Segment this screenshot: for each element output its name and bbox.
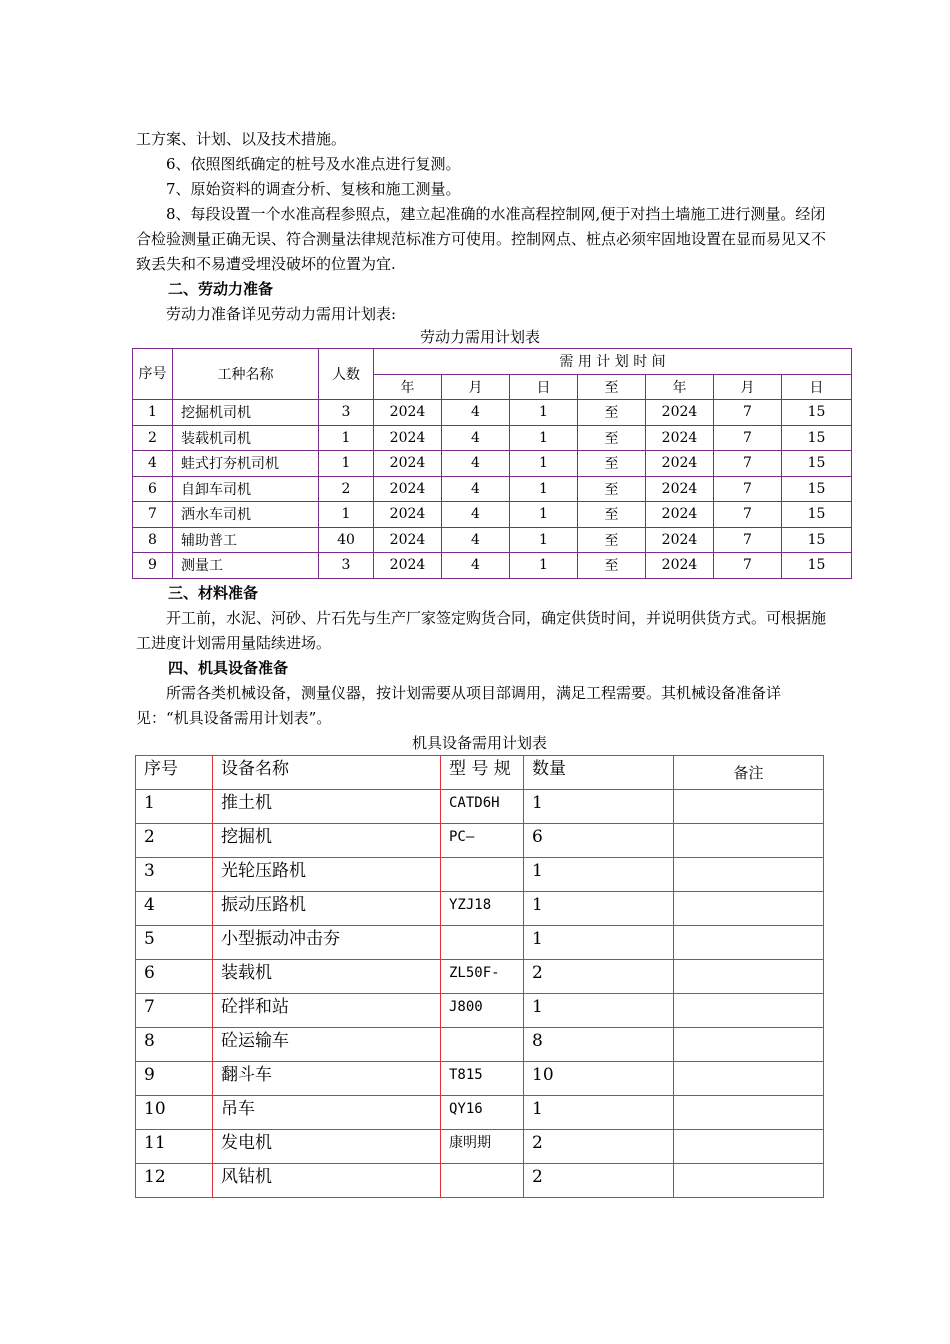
seq-cell: 2 [133,425,173,451]
to-cell: 至 [578,502,646,528]
qty-cell: 10 [524,1062,674,1096]
end-year-cell: 2024 [646,553,714,579]
paragraph-4: 8、每段设置一个水准高程参照点，建立起准确的水准高程控制网,便于对挡土墙施工进行测量。经闭合检验测量正确无误、符合测量法律规范标准方可使用。控制网点、桩点必须牢固地设置在显而易见又不致丢失和不易遭受埋没破坏的位置为宜. [136,205,827,273]
paragraph-6: 开工前，水泥、河砂、片石先与生产厂家签定购货合同，确定供货时间，并说明供货方式。可根据施工进度计划需用量陆续进场。 [136,609,827,652]
labor-table-caption: 劳动力需用计划表 [420,328,541,346]
count-cell: 40 [319,527,374,553]
paragraph-2: 6、依照图纸确定的桩号及水准点进行复测。 [166,155,461,173]
header-year-start: 年 [374,374,442,400]
start-month-cell: 4 [442,527,510,553]
heading-labor: 二、劳动力准备 [168,280,274,298]
end-month-cell: 7 [714,451,782,477]
seq-cell: 8 [136,1028,213,1062]
seq-cell: 6 [136,960,213,994]
model-cell [441,858,524,892]
equipment-name-cell: 吊车 [213,1096,441,1130]
end-day-cell: 15 [782,527,852,553]
start-day-cell: 1 [510,553,578,579]
start-year-cell: 2024 [374,425,442,451]
model-cell [441,1164,524,1198]
header-day-start: 日 [510,374,578,400]
trade-cell: 蛙式打夯机司机 [173,451,319,477]
machine-header-row [136,756,824,790]
table-row [133,502,852,528]
end-month-cell: 7 [714,476,782,502]
start-day-cell: 1 [510,476,578,502]
table-row [133,527,852,553]
equipment-name-cell: 小型振动冲击夯 [213,926,441,960]
table-row [136,1096,824,1130]
end-day-cell: 15 [782,476,852,502]
end-year-cell: 2024 [646,451,714,477]
table-row [133,451,852,477]
qty-cell: 1 [524,926,674,960]
seq-cell: 12 [136,1164,213,1198]
count-cell: 3 [319,553,374,579]
paragraph-3: 7、原始资料的调查分析、复核和施工测量。 [166,180,461,198]
end-day-cell: 15 [782,425,852,451]
equipment-name-cell: 装载机 [213,960,441,994]
start-month-cell: 4 [442,400,510,426]
equipment-name-cell: 砼运输车 [213,1028,441,1062]
start-year-cell: 2024 [374,476,442,502]
labor-header-row [133,349,852,375]
qty-cell: 1 [524,1096,674,1130]
qty-cell: 8 [524,1028,674,1062]
equipment-name-cell: 挖掘机 [213,824,441,858]
labor-table [132,348,852,579]
seq-cell: 5 [136,926,213,960]
model-cell: J800 [441,994,524,1028]
header-seq: 序号 [136,756,213,790]
end-year-cell: 2024 [646,425,714,451]
count-cell: 1 [319,425,374,451]
to-cell: 至 [578,400,646,426]
table-row [136,824,824,858]
table-row [133,425,852,451]
seq-cell: 4 [133,451,173,477]
table-row [133,553,852,579]
remark-cell [674,858,824,892]
remark-cell [674,926,824,960]
paragraph-7: 所需各类机械设备，测量仪器，按计划需要从项目部调用，满足工程需要。其机械设备准备详见：“机具设备需用计划表”。 [136,684,782,727]
header-month-end: 月 [714,374,782,400]
header-trade: 工种名称 [173,349,319,400]
to-cell: 至 [578,451,646,477]
qty-cell: 2 [524,960,674,994]
end-month-cell: 7 [714,553,782,579]
seq-cell: 10 [136,1096,213,1130]
start-month-cell: 4 [442,425,510,451]
start-day-cell: 1 [510,502,578,528]
equipment-name-cell: 发电机 [213,1130,441,1164]
end-month-cell: 7 [714,527,782,553]
machine-table-caption: 机具设备需用计划表 [412,734,548,752]
header-to: 至 [578,374,646,400]
qty-cell: 2 [524,1164,674,1198]
model-cell: 康明期 [441,1130,524,1164]
header-day-end: 日 [782,374,852,400]
table-row [133,400,852,426]
start-year-cell: 2024 [374,451,442,477]
trade-cell: 辅助普工 [173,527,319,553]
seq-cell: 9 [133,553,173,579]
header-qty: 数量 [524,756,674,790]
count-cell: 1 [319,451,374,477]
start-month-cell: 4 [442,451,510,477]
header-year-end: 年 [646,374,714,400]
table-row [136,790,824,824]
table-row [136,892,824,926]
model-cell [441,1028,524,1062]
header-seq: 序号 [133,349,173,400]
start-day-cell: 1 [510,425,578,451]
trade-cell: 洒水车司机 [173,502,319,528]
model-cell: QY16 [441,1096,524,1130]
trade-cell: 自卸车司机 [173,476,319,502]
model-cell [441,926,524,960]
header-model: 型 号 规 [441,756,524,790]
remark-cell [674,824,824,858]
end-year-cell: 2024 [646,476,714,502]
count-cell: 1 [319,502,374,528]
table-row [136,1062,824,1096]
remark-cell [674,790,824,824]
table-row [136,1028,824,1062]
seq-cell: 3 [136,858,213,892]
equipment-name-cell: 砼拌和站 [213,994,441,1028]
paragraph-5: 劳动力准备详见劳动力需用计划表: [166,305,397,323]
seq-cell: 9 [136,1062,213,1096]
trade-cell: 测量工 [173,553,319,579]
table-row [136,1130,824,1164]
end-month-cell: 7 [714,400,782,426]
heading-materials: 三、材料准备 [168,584,259,602]
end-month-cell: 7 [714,502,782,528]
count-cell: 2 [319,476,374,502]
qty-cell: 1 [524,994,674,1028]
remark-cell [674,1096,824,1130]
end-month-cell: 7 [714,425,782,451]
equipment-name-cell: 推土机 [213,790,441,824]
header-remark: 备注 [674,756,824,790]
trade-cell: 装载机司机 [173,425,319,451]
trade-cell: 挖掘机司机 [173,400,319,426]
start-month-cell: 4 [442,476,510,502]
seq-cell: 1 [133,400,173,426]
start-month-cell: 4 [442,553,510,579]
table-row [136,858,824,892]
end-day-cell: 15 [782,451,852,477]
end-year-cell: 2024 [646,502,714,528]
count-cell: 3 [319,400,374,426]
header-month-start: 月 [442,374,510,400]
equipment-name-cell: 振动压路机 [213,892,441,926]
model-cell: T815 [441,1062,524,1096]
to-cell: 至 [578,476,646,502]
seq-cell: 8 [133,527,173,553]
header-name: 设备名称 [213,756,441,790]
remark-cell [674,1062,824,1096]
start-year-cell: 2024 [374,553,442,579]
table-row [136,994,824,1028]
qty-cell: 1 [524,858,674,892]
end-day-cell: 15 [782,553,852,579]
model-cell: CATD6H [441,790,524,824]
header-time: 需 用 计 划 时 间 [374,349,852,375]
seq-cell: 6 [133,476,173,502]
equipment-name-cell: 光轮压路机 [213,858,441,892]
to-cell: 至 [578,527,646,553]
model-cell: ZL50F- [441,960,524,994]
qty-cell: 2 [524,1130,674,1164]
seq-cell: 4 [136,892,213,926]
model-cell: YZJ18 [441,892,524,926]
start-month-cell: 4 [442,502,510,528]
machine-table [135,755,824,1198]
table-row [136,960,824,994]
model-cell: PC— [441,824,524,858]
remark-cell [674,892,824,926]
equipment-name-cell: 风钻机 [213,1164,441,1198]
qty-cell: 6 [524,824,674,858]
qty-cell: 1 [524,892,674,926]
to-cell: 至 [578,425,646,451]
remark-cell [674,960,824,994]
start-year-cell: 2024 [374,400,442,426]
remark-cell [674,1028,824,1062]
equipment-name-cell: 翻斗车 [213,1062,441,1096]
seq-cell: 1 [136,790,213,824]
end-year-cell: 2024 [646,527,714,553]
table-row [136,926,824,960]
remark-cell [674,994,824,1028]
table-row [136,1164,824,1198]
end-day-cell: 15 [782,400,852,426]
start-year-cell: 2024 [374,527,442,553]
seq-cell: 7 [133,502,173,528]
end-year-cell: 2024 [646,400,714,426]
start-day-cell: 1 [510,400,578,426]
qty-cell: 1 [524,790,674,824]
header-count: 人数 [319,349,374,400]
end-day-cell: 15 [782,502,852,528]
remark-cell [674,1164,824,1198]
seq-cell: 2 [136,824,213,858]
seq-cell: 11 [136,1130,213,1164]
heading-machinery: 四、机具设备准备 [168,659,289,677]
start-day-cell: 1 [510,451,578,477]
paragraph-1: 工方案、计划、以及技术措施。 [136,130,347,148]
seq-cell: 7 [136,994,213,1028]
start-year-cell: 2024 [374,502,442,528]
start-day-cell: 1 [510,527,578,553]
table-row [133,476,852,502]
to-cell: 至 [578,553,646,579]
remark-cell [674,1130,824,1164]
